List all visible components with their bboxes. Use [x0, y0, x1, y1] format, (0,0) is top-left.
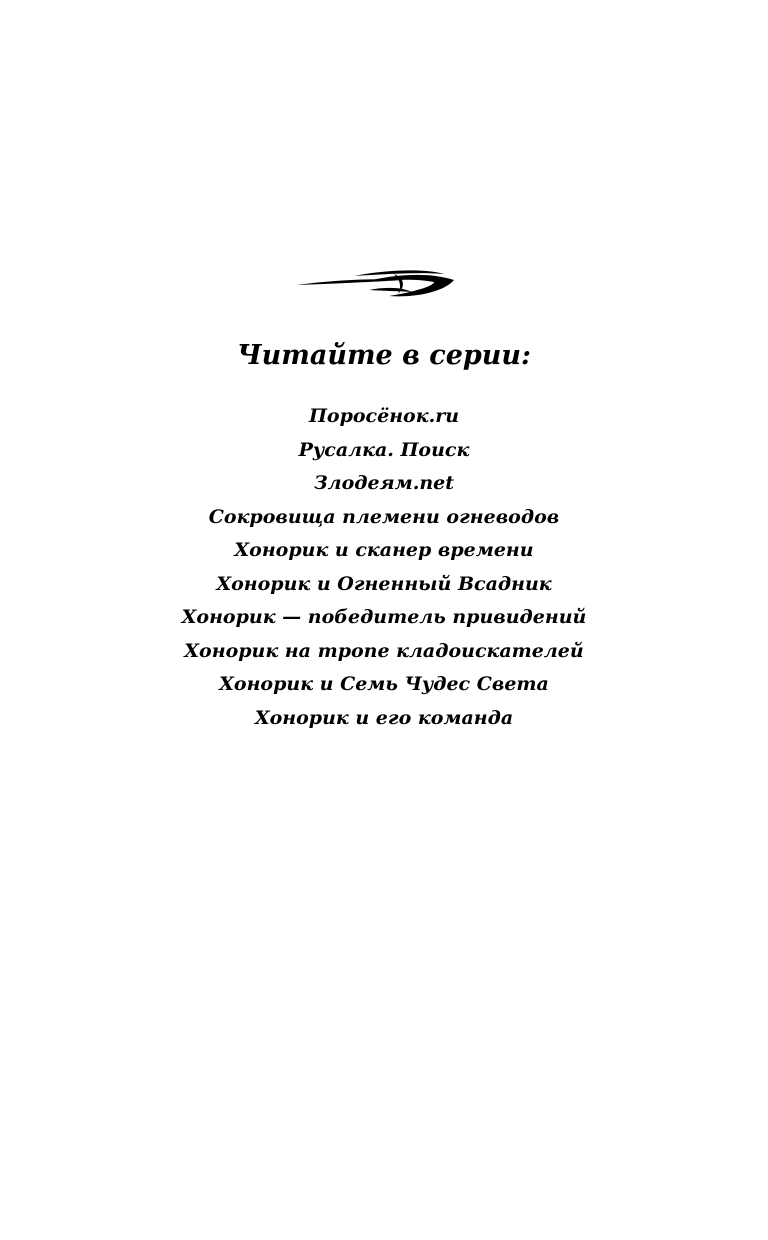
list-item: Хонорик и его команда — [254, 706, 514, 729]
list-item: Хонорик и Семь Чудес Света — [219, 673, 549, 695]
list-item: Злодеям.net — [313, 472, 455, 494]
list-item: Хонорик и сканер времени — [234, 539, 534, 561]
list-item: Хонорик и Огненный Всадник — [216, 572, 552, 595]
swoosh-ornament-icon — [294, 266, 458, 300]
series-heading: Читайте в серии: — [237, 340, 531, 371]
list-item: Русалка. Поиск — [298, 438, 470, 461]
series-title-list — [0, 400, 768, 735]
list-item: Сокровища племени огневодов — [208, 505, 560, 528]
list-item: Хонорик — победитель привидений — [181, 606, 587, 628]
list-item: Поросёнок.ru — [308, 405, 460, 427]
list-item: Хонорик на тропе кладоискателей — [184, 639, 584, 662]
